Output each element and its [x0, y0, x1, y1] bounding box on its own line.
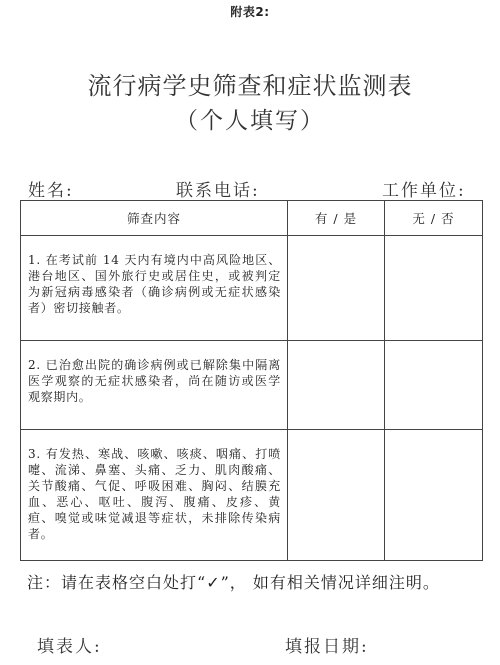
table-row	[21, 236, 483, 341]
no-cell[interactable]	[385, 341, 483, 430]
form-title: 流行病学史筛查和症状监测表	[87, 72, 413, 100]
table-header-row	[21, 201, 483, 236]
screening-item-text: 1. 在考试前 14 天内有境内中高风险地区、港台地区、国外旅行史或居住史，或被判定为新冠病毒感染者（确诊病例或无症状感染者）密切接触者。	[28, 253, 281, 315]
screening-table	[20, 200, 483, 561]
form-subtitle: （个人填写）	[175, 108, 325, 134]
fill-date-label: 填报日期:	[285, 637, 369, 657]
screening-item-text: 3. 有发热、寒战、咳嗽、咳痰、咽痛、打喷嚏、流涕、鼻塞、头痛、乏力、肌肉酸痛、关节酸痛、气促、呼吸困难、胸闷、结膜充血、恶心、呕吐、腹泻、腹痛、皮疹、黄疸、嗅觉或味觉减退等症状，未排除传染病者。	[28, 447, 281, 541]
no-cell[interactable]	[385, 236, 483, 341]
work-unit-label: 工作单位:	[382, 181, 466, 201]
screening-item-3	[21, 430, 288, 561]
screening-item-2	[21, 341, 288, 430]
header-no: 无 / 否	[385, 201, 483, 236]
yes-cell[interactable]	[288, 341, 385, 430]
instruction-note	[27, 570, 440, 593]
header-yes: 有 / 是	[288, 201, 385, 236]
screening-item-1	[21, 236, 288, 341]
appendix-label: 附表2:	[230, 5, 270, 19]
note-suffix: ”， 如有相关情况详细注明。	[220, 573, 440, 592]
filler-label: 填表人:	[37, 637, 102, 657]
screening-item-text: 2. 已治愈出院的确诊病例或已解除集中隔离医学观察的无症状感染者，尚在随访或医学观察期内。	[28, 358, 281, 404]
note-prefix: 注：请在表格空白处打“	[27, 573, 207, 592]
phone-label: 联系电话:	[176, 181, 260, 201]
name-label: 姓名:	[28, 181, 74, 201]
checkmark-icon: ✓	[206, 573, 221, 592]
yes-cell[interactable]	[288, 236, 385, 341]
yes-cell[interactable]	[288, 430, 385, 561]
table-row	[21, 341, 483, 430]
header-screening-content: 筛查内容	[21, 201, 288, 236]
no-cell[interactable]	[385, 430, 483, 561]
table-row	[21, 430, 483, 561]
